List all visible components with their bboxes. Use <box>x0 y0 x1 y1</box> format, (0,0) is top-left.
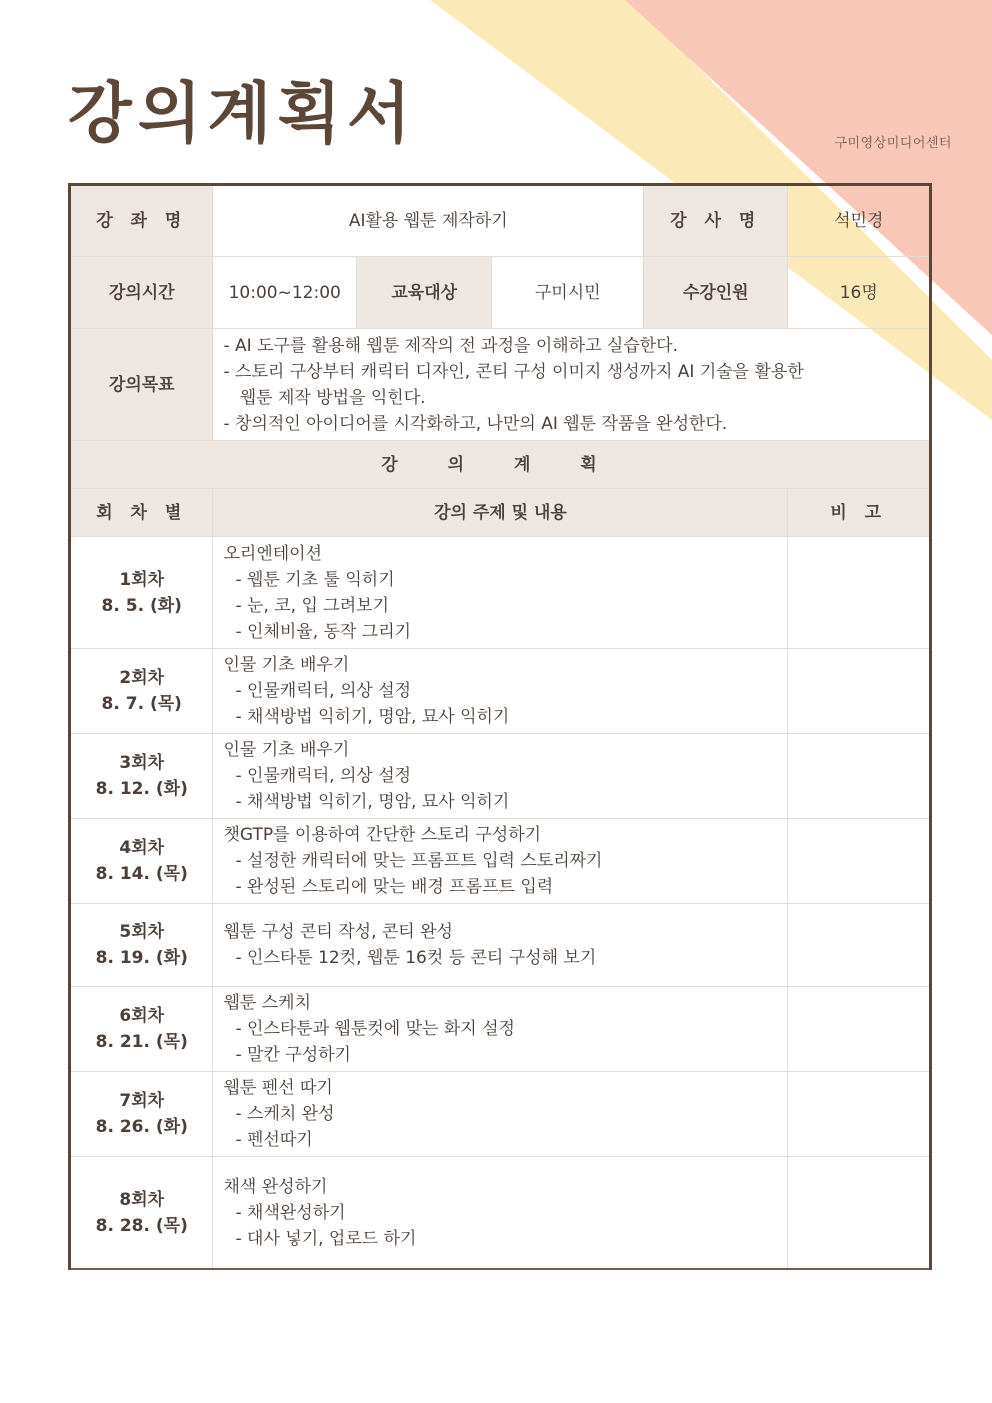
session-row <box>70 819 931 904</box>
session-item: - 웹툰 기초 툴 익히기 <box>235 569 395 590</box>
target-label: 교육대상 <box>356 257 491 329</box>
session-number: 4회차 <box>119 838 165 859</box>
session-number: 3회차 <box>119 753 165 774</box>
time-label: 강의시간 <box>70 257 213 329</box>
session-cell <box>70 1072 213 1157</box>
column-header-session: 회 차 별 <box>70 489 213 537</box>
course-value: AI활용 웹툰 제작하기 <box>213 185 643 257</box>
session-note <box>788 987 931 1072</box>
session-date: 8. 5. (화) <box>101 595 182 616</box>
session-content <box>213 987 788 1072</box>
column-header-note: 비 고 <box>788 489 931 537</box>
goal-line: - 창의적인 아이디어를 시각화하고, 나만의 AI 웹툰 작품을 완성한다. <box>223 413 728 434</box>
goal-line: 웹툰 제작 방법을 익힌다. <box>223 387 426 408</box>
session-item: - 대사 넣기, 업로드 하기 <box>235 1228 417 1249</box>
session-item: - 인물캐릭터, 의상 설정 <box>235 766 412 787</box>
session-cell <box>70 1157 213 1269</box>
session-item: - 말칸 구성하기 <box>235 1045 351 1066</box>
page-title: 강의계획서 <box>68 75 417 152</box>
session-topic: 인물 기초 배우기 <box>223 740 350 761</box>
session-content <box>213 537 788 649</box>
session-row <box>70 1157 931 1269</box>
session-content <box>213 904 788 987</box>
session-cell <box>70 734 213 819</box>
session-number: 2회차 <box>119 668 165 689</box>
section-title: 강 의 계 획 <box>70 441 931 489</box>
session-content <box>213 649 788 734</box>
session-item: - 인스타툰 12컷, 웹툰 16컷 등 콘티 구성해 보기 <box>235 948 597 969</box>
course-row <box>70 185 931 257</box>
session-number: 7회차 <box>119 1091 165 1112</box>
session-topic: 오리엔테이션 <box>223 543 323 564</box>
goal-line: - AI 도구를 활용해 웹툰 제작의 전 과정을 이해하고 실습한다. <box>223 335 679 356</box>
goal-list <box>213 329 931 441</box>
session-item: - 인체비율, 동작 그리기 <box>235 621 412 642</box>
session-cell <box>70 649 213 734</box>
session-row <box>70 1072 931 1157</box>
session-content <box>213 1072 788 1157</box>
instructor-value: 석민경 <box>788 185 931 257</box>
session-content <box>213 1157 788 1269</box>
session-row <box>70 904 931 987</box>
time-value: 10:00~12:00 <box>213 257 356 329</box>
session-number: 6회차 <box>119 1006 165 1027</box>
session-row <box>70 734 931 819</box>
goals-row <box>70 329 931 441</box>
plan-header-row <box>70 489 931 537</box>
session-topic: 웹툰 펜선 따기 <box>223 1078 333 1099</box>
session-item: - 눈, 코, 입 그려보기 <box>235 595 389 616</box>
session-note <box>788 649 931 734</box>
capacity-label: 수강인원 <box>643 257 788 329</box>
session-cell <box>70 987 213 1072</box>
goal-line: - 스토리 구상부터 캐릭터 디자인, 콘티 구성 이미지 생성까지 AI 기술을 활용한 <box>223 361 804 382</box>
session-date: 8. 12. (화) <box>95 779 188 800</box>
session-date: 8. 19. (화) <box>95 948 188 969</box>
session-date: 8. 14. (목) <box>95 864 188 885</box>
session-topic: 웹툰 스케치 <box>223 993 311 1014</box>
instructor-label: 강 사 명 <box>643 185 788 257</box>
session-item: - 채색방법 익히기, 명암, 묘사 익히기 <box>235 707 510 728</box>
session-number: 5회차 <box>119 922 165 943</box>
session-date: 8. 26. (화) <box>95 1117 188 1138</box>
session-topic: 챗GTP를 이용하여 간단한 스토리 구성하기 <box>223 825 542 846</box>
session-item: - 채색완성하기 <box>235 1202 346 1223</box>
session-item: - 인물캐릭터, 의상 설정 <box>235 681 412 702</box>
session-item: - 펜선따기 <box>235 1130 313 1151</box>
session-cell <box>70 537 213 649</box>
session-topic: 웹툰 구성 콘티 작성, 콘티 완성 <box>223 922 453 943</box>
column-header-content: 강의 주제 및 내용 <box>213 489 788 537</box>
capacity-value: 16명 <box>788 257 931 329</box>
session-content <box>213 819 788 904</box>
session-item: - 설정한 캐릭터에 맞는 프롬프트 입력 스토리짜기 <box>235 851 603 872</box>
session-item: - 완성된 스토리에 맞는 배경 프롬프트 입력 <box>235 877 554 898</box>
session-note <box>788 537 931 649</box>
session-cell <box>70 904 213 987</box>
session-note <box>788 904 931 987</box>
session-note <box>788 1072 931 1157</box>
course-label: 강 좌 명 <box>70 185 213 257</box>
session-item: - 인스타툰과 웹툰컷에 맞는 화지 설정 <box>235 1019 515 1040</box>
session-topic: 채색 완성하기 <box>223 1176 328 1197</box>
session-item: - 채색방법 익히기, 명암, 묘사 익히기 <box>235 792 510 813</box>
goal-label: 강의목표 <box>70 329 213 441</box>
session-date: 8. 21. (목) <box>95 1032 188 1053</box>
session-row <box>70 649 931 734</box>
session-row <box>70 987 931 1072</box>
organization-name: 구미영상미디어센터 <box>834 136 952 151</box>
session-row <box>70 537 931 649</box>
session-note <box>788 1157 931 1269</box>
session-note <box>788 734 931 819</box>
session-number: 8회차 <box>119 1189 165 1210</box>
session-topic: 인물 기초 배우기 <box>223 655 350 676</box>
lecture-plan-table <box>68 183 932 1270</box>
session-date: 8. 28. (목) <box>95 1215 188 1236</box>
session-note <box>788 819 931 904</box>
session-item: - 스케치 완성 <box>235 1104 335 1125</box>
section-title-row <box>70 441 931 489</box>
schedule-row <box>70 257 931 329</box>
session-cell <box>70 819 213 904</box>
session-number: 1회차 <box>119 569 165 590</box>
target-value: 구미시민 <box>492 257 644 329</box>
session-content <box>213 734 788 819</box>
session-date: 8. 7. (목) <box>101 694 182 715</box>
